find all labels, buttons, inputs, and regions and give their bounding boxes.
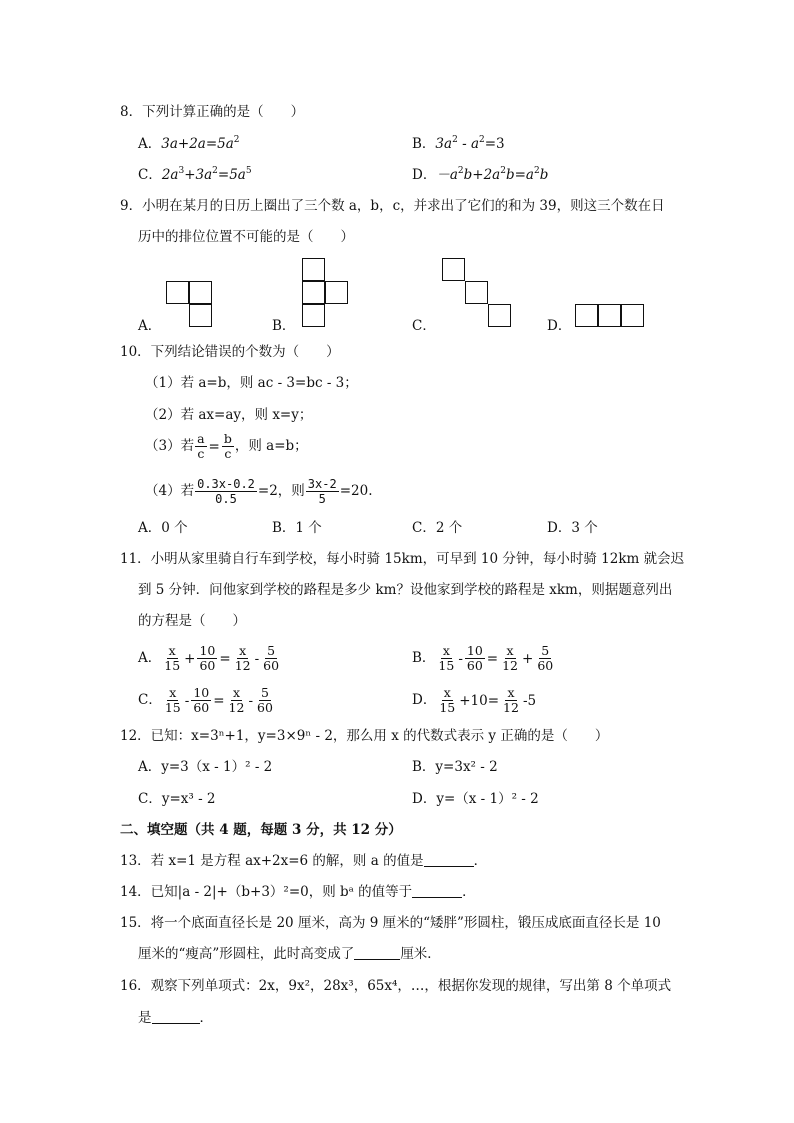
q9-option-c-label: C． <box>412 318 436 334</box>
q10-option-d: D．3 个 <box>547 520 598 536</box>
q15-line2: 厘米的“瘦高”形圆柱，此时高变成了 厘米． <box>138 946 441 962</box>
q16-line2: 是 ． <box>138 1010 213 1026</box>
q12-stem: 12．已知：x=3ⁿ+1，y=3×9ⁿ - 2，那么用 x 的代数式表示 y 正确的是（ ） <box>120 728 609 744</box>
grid-cell <box>598 304 621 327</box>
q8-option-a: A．$3a+2a=5a^2$ <box>138 135 240 152</box>
grid-cell <box>621 304 644 327</box>
answer-blank[interactable] <box>412 883 462 898</box>
q10-option-a: A．0 个 <box>138 520 188 536</box>
q16-line1: 16．观察下列单项式：2x，9x²，28x³，65x⁴，…，根据你发现的规律，写出第 8 个单项式 <box>120 978 672 994</box>
grid-cell <box>302 281 325 304</box>
q9-option-d-label: D． <box>547 318 572 334</box>
section-heading: 二、填空题（共 4 题，每题 3 分，共 12 分） <box>120 822 402 838</box>
q9-line2: 历中的排位位置不可能的是（ ） <box>138 229 354 245</box>
grid-cell <box>302 258 325 281</box>
q12-option-d: D．y=（x - 1）² - 2 <box>412 791 539 807</box>
q11-line1: 11．小明从家里骑自行车到学校，每小时骑 15km，可早到 10 分钟，每小时骑 12km 就会迟 <box>120 551 685 567</box>
q11-option-b: B． $\frac{x}{15}$ - $\frac{10}{60}$ = $\frac{x}{12}$ + $\frac{5}{60}$ <box>412 643 554 673</box>
q12-option-a: A．y=3（x - 1）² - 2 <box>138 759 273 775</box>
q11-option-a: A． $\frac{x}{15}$ + $\frac{10}{60}$ = $\frac{x}{12}$ - $\frac{5}{60}$ <box>138 643 280 673</box>
q15-line1: 15．将一个底面直径长是 20 厘米，高为 9 厘米的“矮胖”形圆柱，锻压成底面直径长是 10 <box>120 915 661 931</box>
grid-cell <box>166 281 189 304</box>
q9-option-b-label: B． <box>272 318 296 334</box>
q9-line1: 9．小明在某月的日历上圈出了三个数 a，b，c，并求出了它们的和为 39，则这三个数在日 <box>120 198 665 214</box>
answer-blank[interactable] <box>354 945 400 960</box>
answer-blank[interactable] <box>152 1009 200 1024</box>
q10-statement-2: （2）若 ax=ay，则 x=y； <box>145 407 313 423</box>
grid-cell <box>302 304 325 327</box>
q11-option-c: C． $\frac{x}{15}$ - $\frac{10}{60}$ = $\frac{x}{12}$ - $\frac{5}{60}$ <box>138 685 273 715</box>
q10-statement-1: （1）若 a=b，则 ac - 3=bc - 3； <box>145 375 358 391</box>
q11-option-d: D． $\frac{x}{15}$ +10= $\frac{x}{12}$ -5 <box>412 685 537 715</box>
grid-cell <box>189 281 212 304</box>
q9-option-a-label: A． <box>138 318 162 334</box>
q8-option-c: C．$2a^3+3a^2=5a^5$ <box>138 166 252 183</box>
q8-option-b: B．$3a^2 - a^2=3$ <box>412 135 505 152</box>
grid-cell <box>488 304 511 327</box>
q11-line3: 的方程是（ ） <box>138 613 246 629</box>
q9-option-d-grid <box>575 304 646 327</box>
q9-option-c-grid <box>442 258 513 327</box>
grid-cell <box>442 258 465 281</box>
answer-blank[interactable] <box>424 852 474 867</box>
q10-statement-3: （3）若 $\frac{a}{c}$ = $\frac{b}{c}$ ，则 a=b； <box>145 431 308 461</box>
q9-option-b-grid <box>302 258 350 327</box>
q9-option-a-grid <box>166 281 214 327</box>
q13: 13．若 x=1 是方程 ax+2x=6 的解，则 a 的值是 ． <box>120 853 488 869</box>
q10-stem: 10．下列结论错误的个数为（ ） <box>120 344 340 360</box>
q11-line2: 到 5 分钟．问他家到学校的路程是多少 km？设他家到学校的路程是 xkm，则据题意列出 <box>138 582 673 598</box>
grid-cell <box>465 281 488 304</box>
grid-cell <box>575 304 598 327</box>
q12-option-b: B．y=3x² - 2 <box>412 759 498 775</box>
grid-cell <box>325 281 348 304</box>
q14: 14．已知|a - 2|+（b+3）²=0，则 bᵃ 的值等于 ． <box>120 884 476 900</box>
q8-stem: 8．下列计算正确的是（ ） <box>120 104 305 120</box>
q10-option-b: B．1 个 <box>272 520 322 536</box>
q12-option-c: C．y=x³ - 2 <box>138 791 216 807</box>
q10-option-c: C．2 个 <box>412 520 463 536</box>
grid-cell <box>189 304 212 327</box>
q10-statement-4: （4）若 $\frac{0.3x-0.2}{0.5}$ =2，则 $\frac{3x-2}{5}$ =20. <box>145 477 373 506</box>
q8-option-d: D．$-a^2b+2a^2b=a^2b$ <box>412 166 549 183</box>
